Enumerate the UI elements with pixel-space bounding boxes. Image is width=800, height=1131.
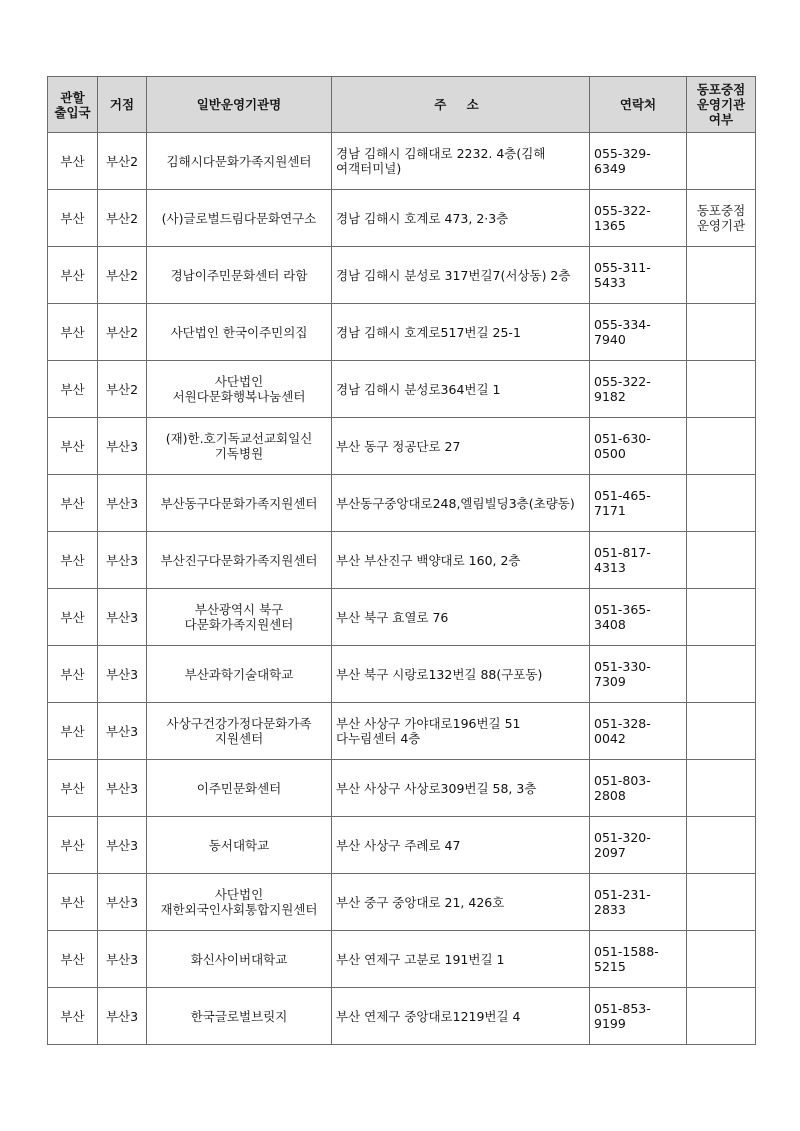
header-institution-name: 일반운영기관명: [147, 77, 332, 133]
compatriot-focus-cell: [687, 988, 756, 1045]
hub-cell: 부산2: [98, 247, 147, 304]
compatriot-focus-cell: [687, 817, 756, 874]
contact-cell: 051-803-2808: [590, 760, 687, 817]
compatriot-focus-cell: [687, 703, 756, 760]
institution-name-cell: 부산동구다문화가족지원센터: [147, 475, 332, 532]
jurisdiction-cell: 부산: [48, 247, 98, 304]
jurisdiction-cell: 부산: [48, 874, 98, 931]
address-cell: 경남 김해시 호계로 473, 2·3층: [332, 190, 590, 247]
hub-cell: 부산3: [98, 475, 147, 532]
address-cell: 경남 김해시 분성로364번길 1: [332, 361, 590, 418]
hub-cell: 부산3: [98, 418, 147, 475]
institution-name-cell: 부산광역시 북구 다문화가족지원센터: [147, 589, 332, 646]
compatriot-focus-cell: [687, 418, 756, 475]
table-header: [48, 77, 756, 133]
institution-name-cell: 김해시다문화가족지원센터: [147, 133, 332, 190]
institution-name-cell: 부산진구다문화가족지원센터: [147, 532, 332, 589]
contact-cell: 051-231-2833: [590, 874, 687, 931]
institution-name-cell: 이주민문화센터: [147, 760, 332, 817]
jurisdiction-cell: 부산: [48, 418, 98, 475]
jurisdiction-cell: 부산: [48, 532, 98, 589]
institution-name-cell: 한국글로벌브릿지: [147, 988, 332, 1045]
hub-cell: 부산2: [98, 190, 147, 247]
table-row: [48, 475, 756, 532]
hub-cell: 부산3: [98, 589, 147, 646]
table-row: [48, 817, 756, 874]
table-row: [48, 133, 756, 190]
institution-name-cell: 사단법인 재한외국인사회통합지원센터: [147, 874, 332, 931]
institution-name-cell: 부산과학기술대학교: [147, 646, 332, 703]
institution-name-cell: 사단법인 한국이주민의집: [147, 304, 332, 361]
address-cell: 부산 사상구 사상로309번길 58, 3층: [332, 760, 590, 817]
header-row: [48, 77, 756, 133]
institution-name-cell: 동서대학교: [147, 817, 332, 874]
jurisdiction-cell: 부산: [48, 304, 98, 361]
table-row: [48, 418, 756, 475]
compatriot-focus-cell: [687, 475, 756, 532]
jurisdiction-cell: 부산: [48, 760, 98, 817]
jurisdiction-cell: 부산: [48, 475, 98, 532]
institution-table: [47, 76, 756, 1045]
table-row: [48, 532, 756, 589]
contact-cell: 051-853-9199: [590, 988, 687, 1045]
address-cell: 부산 연제구 고분로 191번길 1: [332, 931, 590, 988]
hub-cell: 부산2: [98, 304, 147, 361]
hub-cell: 부산3: [98, 532, 147, 589]
address-cell: 경남 김해시 분성로 317번길7(서상동) 2층: [332, 247, 590, 304]
header-jurisdiction: 관할 출입국: [48, 77, 98, 133]
table-row: [48, 304, 756, 361]
contact-cell: 055-311-5433: [590, 247, 687, 304]
hub-cell: 부산3: [98, 760, 147, 817]
address-cell: 경남 김해시 호계로517번길 25-1: [332, 304, 590, 361]
table-row: [48, 988, 756, 1045]
contact-cell: 055-329-6349: [590, 133, 687, 190]
institution-name-cell: 경남이주민문화센터 라함: [147, 247, 332, 304]
contact-cell: 051-465-7171: [590, 475, 687, 532]
table-body: [48, 133, 756, 1045]
address-cell: 부산 부산진구 백양대로 160, 2층: [332, 532, 590, 589]
header-hub: 거점: [98, 77, 147, 133]
contact-cell: 051-1588-5215: [590, 931, 687, 988]
contact-cell: 051-330-7309: [590, 646, 687, 703]
table-row: [48, 703, 756, 760]
hub-cell: 부산2: [98, 361, 147, 418]
compatriot-focus-cell: [687, 247, 756, 304]
hub-cell: 부산3: [98, 817, 147, 874]
hub-cell: 부산3: [98, 988, 147, 1045]
address-cell: 부산 북구 시랑로132번길 88(구포동): [332, 646, 590, 703]
address-cell: 부산 사상구 가야대로196번길 51 다누림센터 4층: [332, 703, 590, 760]
compatriot-focus-cell: [687, 589, 756, 646]
header-compatriot-focus: 동포중점 운영기관 여부: [687, 77, 756, 133]
jurisdiction-cell: 부산: [48, 931, 98, 988]
jurisdiction-cell: 부산: [48, 817, 98, 874]
contact-cell: 051-817-4313: [590, 532, 687, 589]
address-cell: 부산 중구 중앙대로 21, 426호: [332, 874, 590, 931]
contact-cell: 051-630-0500: [590, 418, 687, 475]
compatriot-focus-cell: [687, 874, 756, 931]
address-cell: 부산 동구 정공단로 27: [332, 418, 590, 475]
table-row: [48, 247, 756, 304]
address-cell: 경남 김해시 김해대로 2232. 4층(김해 여객터미널): [332, 133, 590, 190]
jurisdiction-cell: 부산: [48, 703, 98, 760]
contact-cell: 055-334-7940: [590, 304, 687, 361]
compatriot-focus-cell: [687, 931, 756, 988]
compatriot-focus-cell: [687, 646, 756, 703]
header-address: 주 소: [332, 77, 590, 133]
compatriot-focus-cell: [687, 304, 756, 361]
jurisdiction-cell: 부산: [48, 988, 98, 1045]
table-row: [48, 589, 756, 646]
compatriot-focus-cell: 동포중점 운영기관: [687, 190, 756, 247]
hub-cell: 부산3: [98, 874, 147, 931]
address-cell: 부산 사상구 주례로 47: [332, 817, 590, 874]
institution-name-cell: (재)한.호기독교선교회일신 기독병원: [147, 418, 332, 475]
jurisdiction-cell: 부산: [48, 361, 98, 418]
institution-name-cell: 화신사이버대학교: [147, 931, 332, 988]
compatriot-focus-cell: [687, 361, 756, 418]
contact-cell: 051-320-2097: [590, 817, 687, 874]
institution-name-cell: (사)글로벌드림다문화연구소: [147, 190, 332, 247]
address-cell: 부산동구중앙대로248,엘림빌딩3층(초량동): [332, 475, 590, 532]
hub-cell: 부산3: [98, 703, 147, 760]
jurisdiction-cell: 부산: [48, 190, 98, 247]
table-row: [48, 361, 756, 418]
hub-cell: 부산3: [98, 646, 147, 703]
table-row: [48, 874, 756, 931]
institution-name-cell: 사상구건강가정다문화가족 지원센터: [147, 703, 332, 760]
table-row: [48, 646, 756, 703]
header-contact: 연락처: [590, 77, 687, 133]
table-row: [48, 190, 756, 247]
address-cell: 부산 북구 효열로 76: [332, 589, 590, 646]
compatriot-focus-cell: [687, 532, 756, 589]
compatriot-focus-cell: [687, 133, 756, 190]
address-cell: 부산 연제구 중앙대로1219번길 4: [332, 988, 590, 1045]
contact-cell: 051-328-0042: [590, 703, 687, 760]
table-row: [48, 760, 756, 817]
table-row: [48, 931, 756, 988]
hub-cell: 부산3: [98, 931, 147, 988]
jurisdiction-cell: 부산: [48, 589, 98, 646]
compatriot-focus-cell: [687, 760, 756, 817]
contact-cell: 051-365-3408: [590, 589, 687, 646]
contact-cell: 055-322-9182: [590, 361, 687, 418]
jurisdiction-cell: 부산: [48, 646, 98, 703]
hub-cell: 부산2: [98, 133, 147, 190]
institution-name-cell: 사단법인 서원다문화행복나눔센터: [147, 361, 332, 418]
contact-cell: 055-322-1365: [590, 190, 687, 247]
jurisdiction-cell: 부산: [48, 133, 98, 190]
